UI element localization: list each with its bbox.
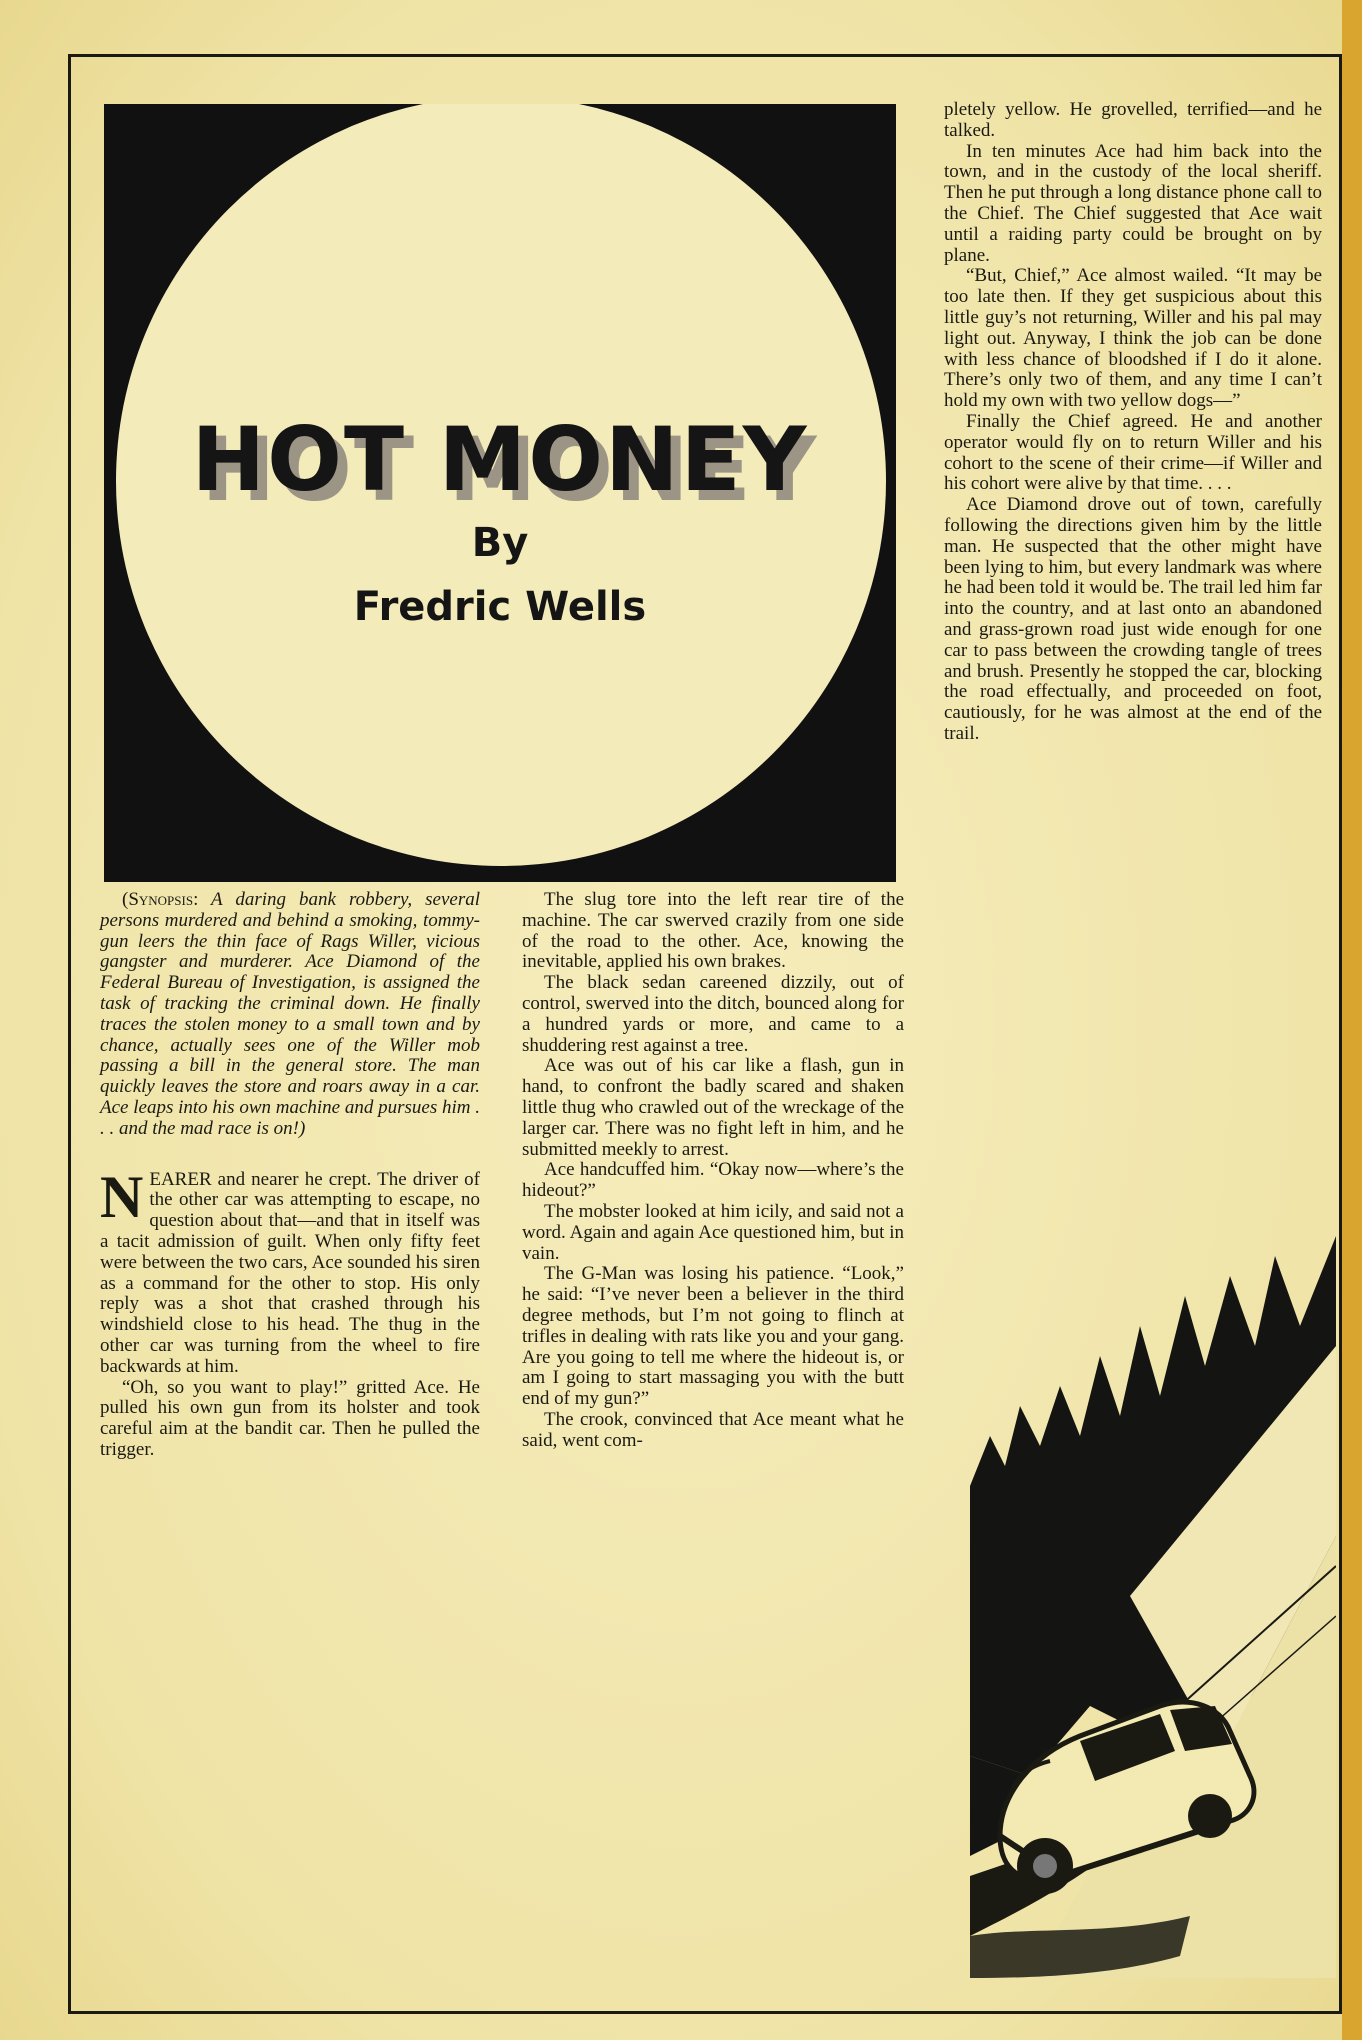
body-text: EARER and nearer he crept. The driver of the other car was attempting to escape, no question about that—and that in itself was a tacit admission of guilt. When only fifty feet were between the two cars, Ace sounded his siren as a command for the other to stop. His only reply was a shot that crashed through his windshield close to his head. The thug in the other car was turning from the wheel to fire backwards at him.: [100, 1168, 480, 1377]
body-paragraph: pletely yellow. He grovelled, terrified—and he talked.: [944, 99, 1322, 141]
body-paragraph: “But, Chief,” Ace almost wailed. “It may be too late then. If they get suspicious about this little guy’s not returning, Willer and his pal may light out. Anyway, I think the job can be done with less chance of bloodshed if I do it alone. There’s only two of them, and any time I can’t hold my own with two yellow dogs—”: [944, 265, 1322, 412]
story-title: HOT MONEY: [191, 408, 809, 511]
story-author: Fredric Wells: [353, 584, 647, 630]
body-paragraph: Ace was out of his car like a flash, gun in hand, to confront the badly scared and shaken little thug who crawled out of the wreckage of the larger car. There was no fight left in him, and he submitted meekly to arrest.: [522, 1055, 904, 1160]
drop-cap: N: [100, 1163, 144, 1230]
column-1: [100, 890, 480, 1461]
page-edge-strip: [1342, 0, 1362, 2040]
body-paragraph: Ace handcuffed him. “Okay now—where’s the hideout?”: [522, 1159, 904, 1202]
body-paragraph: The G-Man was losing his patience. “Look,” he said: “I’ve never been a believer in the third degree methods, but I’m not going to flinch at trifles in dealing with rats like you and your gang. Are you going to tell me where the hideout is, or am I going to start massaging you with the butt end of my gun?”: [522, 1263, 904, 1410]
synopsis-text: A daring bank robbery, several persons murdered and behind a smoking, tommy-gun leers the thin face of Rags Willer, vicious gangster and murderer. Ace Diamond of the Federal Bureau of Investigation, is assigned the task of tracking the criminal down. He finally traces the stolen money to a small town and by chance, actually sees one of the Willer mob passing a bill in the general store. The man quickly leaves the store and roars away in a car. Ace leaps into his own machine and pursues him . . . and the mad race is on!): [100, 889, 480, 1139]
car-in-forest-illustration: [970, 1236, 1336, 1978]
column-2: [522, 890, 904, 1452]
body-paragraph: The mobster looked at him icily, and said not a word. Again and again Ace questioned him, but in vain.: [522, 1200, 904, 1264]
illustration-svg: [970, 1236, 1336, 1978]
synopsis: [100, 890, 480, 1140]
body-paragraph: [100, 1163, 480, 1378]
body-paragraph: The crook, convinced that Ace meant what he said, went com-: [522, 1408, 904, 1451]
body-paragraph: In ten minutes Ace had him back into the town, and in the custody of the local sheriff. Then he put through a long distance phone call to the Chief. The Chief suggested that Ace wait until a raiding party could be brought on by plane.: [944, 140, 1322, 266]
synopsis-lead: (Synopsis:: [122, 889, 199, 910]
body-paragraph: The black sedan careened dizzily, out of control, swerved into the ditch, bounced along for a hundred yards or more, and came to a shuddering rest against a tree.: [522, 972, 904, 1056]
body-paragraph: “Oh, so you want to play!” gritted Ace. He pulled his own gun from its holster and took careful aim at the bandit car. Then he pulled the trigger.: [100, 1376, 480, 1460]
body-paragraph: Ace Diamond drove out of town, carefully following the directions given him by the little man. He suspected that the other might have been lying to him, but every landmark was where he had been told it would be. The trail led him far into the country, and at last onto an abandoned and grass-grown road just wide enough for one car to pass between the crowding tangle of trees and brush. Presently he stopped the car, blocking the road effectually, and proceeded on foot, cautiously, for he was almost at the end of the trail.: [944, 494, 1322, 744]
column-3: [944, 100, 1322, 745]
story-byline: By: [471, 520, 529, 566]
body-paragraph: Finally the Chief agreed. He and another operator would fly on to return Willer and his cohort to the scene of their crime—if Willer and his cohort were alive by that time. . . .: [944, 410, 1322, 495]
body-paragraph: The slug tore into the left rear tire of the machine. The car swerved crazily from one side of the road to the other. Ace, knowing the inevitable, applied his own brakes.: [522, 889, 904, 973]
